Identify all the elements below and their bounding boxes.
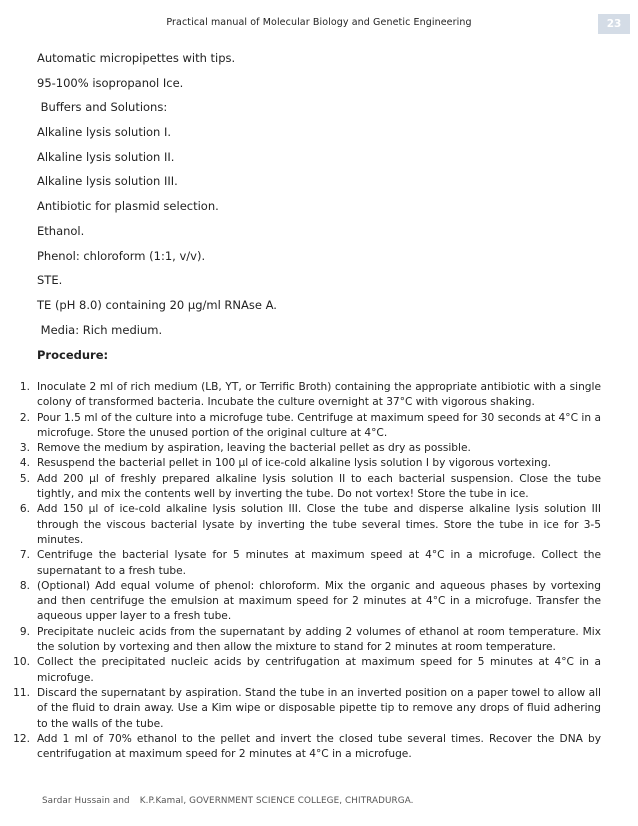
step-text: Resuspend the bacterial pellet in 100 µl of ice-cold alkaline lysis solution I by vigorous vortexing. xyxy=(37,457,551,470)
step-number: 9. xyxy=(19,625,30,638)
procedure-steps xyxy=(0,380,638,762)
material-item: Alkaline lysis solution I. xyxy=(37,125,172,140)
material-item: Buffers and Solutions: xyxy=(37,100,168,115)
step-text: (Optional) Add equal volume of phenol: chloroform. Mix the organic and aqueous phases by vortexing and then centrifuge the emulsion at maximum speed for 2 minutes at 4°C in a microfuge. Transfer the aqueous upper layer to a fresh tube. xyxy=(37,579,601,623)
material-item: Ethanol. xyxy=(37,223,85,238)
procedure-step xyxy=(0,502,638,548)
step-text: Pour 1.5 ml of the culture into a microfuge tube. Centrifuge at maximum speed for 30 seconds at 4°C in a microfuge. Store the unused portion of the original culture at 4°C. xyxy=(37,411,601,439)
header-title: Practical manual of Molecular Biology and Genetic Engineering xyxy=(166,17,472,28)
step-number: 4. xyxy=(19,457,30,470)
step-text: Add 150 µl of ice-cold alkaline lysis solution III. Close the tube and disperse alkaline lysis solution III through the viscous bacterial lysate by inverting the tube several times. Store the tube in ice for 3-5 minutes. xyxy=(37,503,601,546)
step-number: 10. xyxy=(13,656,30,669)
footer-affiliation: K.P.Kamal, GOVERNMENT SCIENCE COLLEGE, CHITRADURGA. xyxy=(139,796,414,806)
material-item: TE (pH 8.0) containing 20 μg/ml RNAse A. xyxy=(37,297,277,312)
procedure-step xyxy=(0,548,638,579)
material-item: 95-100% isopropanol Ice. xyxy=(37,75,184,90)
procedure-step xyxy=(0,686,638,732)
step-text: Remove the medium by aspiration, leaving the bacterial pellet as dry as possible. xyxy=(37,442,471,455)
step-number: 2. xyxy=(19,411,30,424)
step-text: Precipitate nucleic acids from the supernatant by adding 2 volumes of ethanol at room temperature. Mix the solution by vortexing and then allow the mixture to stand for 2 minutes at room temperature. xyxy=(37,625,601,654)
procedure-step xyxy=(0,579,638,625)
material-item: STE. xyxy=(37,273,63,288)
step-text: Add 200 µl of freshly prepared alkaline lysis solution II to each bacterial suspension. Close the tube tightly, and mix the contents well by inverting the tube. Do not vortex! Store the tube in ice. xyxy=(37,472,601,501)
material-item: Alkaline lysis solution III. xyxy=(37,174,178,189)
step-number: 6. xyxy=(19,503,30,516)
step-number: 3. xyxy=(19,442,30,455)
material-item: Media: Rich medium. xyxy=(37,322,163,337)
procedure-heading: Procedure: xyxy=(37,348,109,362)
step-text: Add 1 ml of 70% ethanol to the pellet and invert the closed tube several times. Recover the DNA by centrifugation at maximum speed for 2 minutes at 4°C in a microfuge. xyxy=(37,732,601,761)
procedure-step xyxy=(0,456,638,471)
procedure-step xyxy=(0,655,638,686)
material-item: Phenol: chloroform (1:1, v/v). xyxy=(37,248,206,263)
page-number-badge: 23 xyxy=(598,14,630,34)
footer-authors: Sardar Hussain and xyxy=(42,796,130,806)
step-text: Inoculate 2 ml of rich medium (LB, YT, or Terrific Broth) containing the appropriate antibiotic with a single colony of transformed bacteria. Incubate the culture overnight at 37°C with vigorous shaking. xyxy=(37,381,601,409)
procedure-step xyxy=(0,625,638,656)
material-item: Alkaline lysis solution II. xyxy=(37,149,175,164)
step-number: 11. xyxy=(13,686,30,699)
materials-list xyxy=(37,51,277,347)
procedure-step xyxy=(0,411,638,442)
procedure-step xyxy=(0,380,638,411)
step-number: 8. xyxy=(19,579,30,592)
step-number: 1. xyxy=(19,381,30,393)
material-item: Automatic micropipettes with tips. xyxy=(37,51,236,65)
page-footer xyxy=(42,796,424,806)
step-text: Centrifuge the bacterial lysate for 5 minutes at maximum speed at 4°C in a microfuge. Collect the supernatant to a fresh tube. xyxy=(37,549,601,577)
procedure-step xyxy=(0,472,638,503)
step-number: 5. xyxy=(19,472,30,485)
step-number: 7. xyxy=(19,549,30,562)
step-text: Collect the precipitated nucleic acids by centrifugation at maximum speed for 5 minutes at 4°C in a microfuge. xyxy=(37,656,601,684)
page-header xyxy=(0,14,638,34)
procedure-step xyxy=(0,732,638,763)
step-number: 12. xyxy=(13,732,30,745)
step-text: Discard the supernatant by aspiration. Stand the tube in an inverted position on a paper towel to allow all of the fluid to drain away. Use a Kim wipe or disposable pipette tip to remove any drops of fluid adhering to the walls of the tube. xyxy=(37,686,601,730)
procedure-step xyxy=(0,441,638,456)
material-item: Antibiotic for plasmid selection. xyxy=(37,199,219,214)
